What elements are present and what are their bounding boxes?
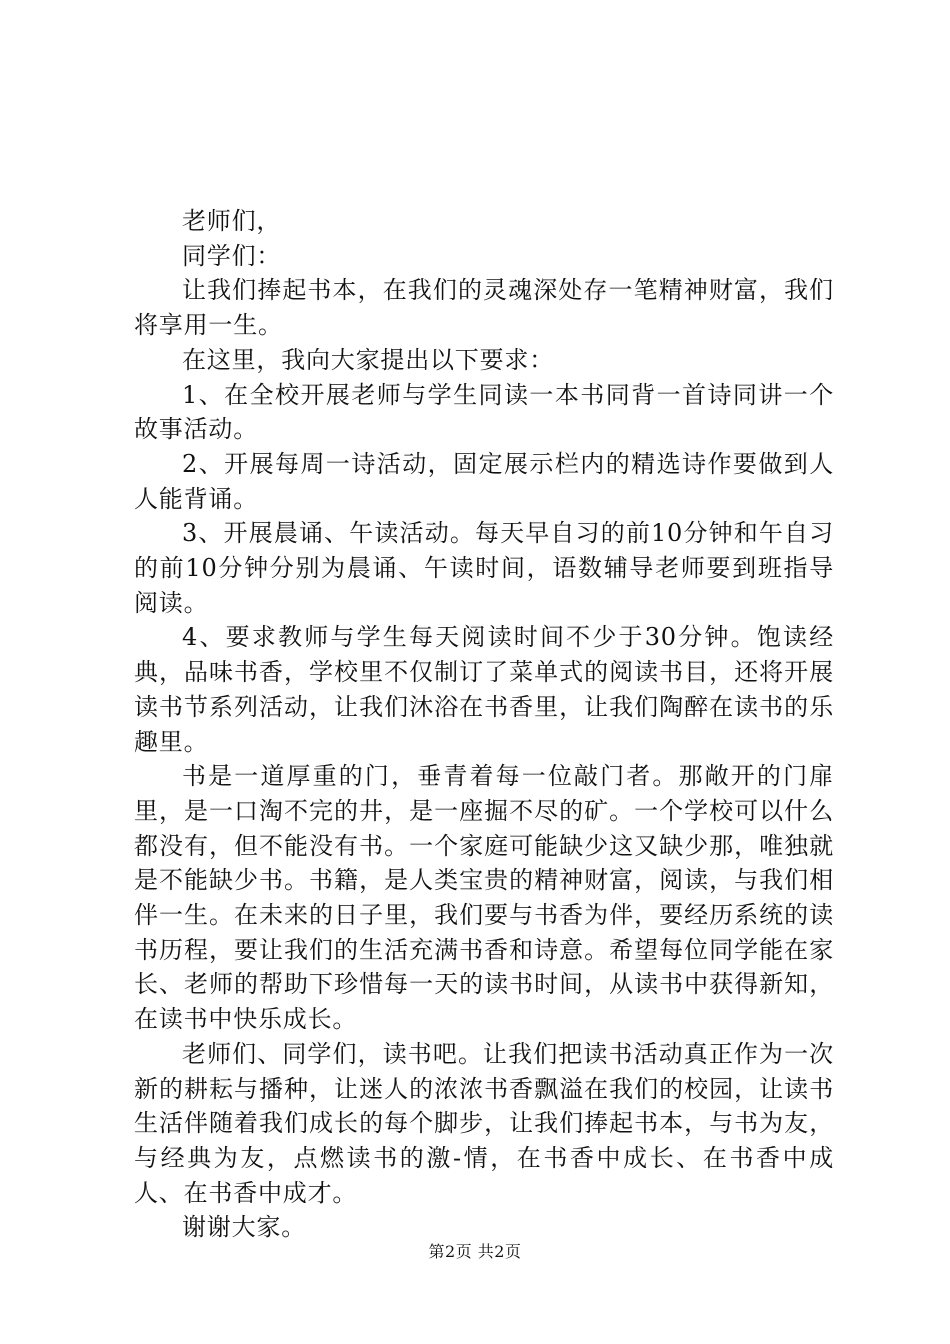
requirement-item-3: 3、开展晨诵、午读活动。每天早自习的前10分钟和午自习的前10分钟分别为晨诵、午读时间，语数辅导老师要到班指导阅读。 bbox=[134, 519, 834, 617]
paragraph-requirements-lead: 在这里，我向大家提出以下要求： bbox=[182, 345, 554, 374]
paragraph-book-door: 书是一道厚重的门，垂青着每一位敲门者。那敞开的门扉里，是一口淘不完的井，是一座掘不尽的矿。一个学校可以什么都没有，但不能没有书。一个家庭可能缺少这又缺少那，唯独就是不能缺少书。书籍，是人类宝贵的精神财富，阅读，与我们相伴一生。在未来的日子里，我们要与书香为伴，要经历系统的读书历程，要让我们的生活充满书香和诗意。希望每位同学能在家长、老师的帮助下珍惜每一天的读书时间，从读书中获得新知，在读书中快乐成长。 bbox=[134, 762, 834, 1034]
closing-thanks: 谢谢大家。 bbox=[182, 1213, 306, 1242]
salutation-teachers: 老师们， bbox=[182, 207, 282, 235]
paragraph-intro: 让我们捧起书本，在我们的灵魂深处存一笔精神财富，我们将享用一生。 bbox=[134, 276, 834, 340]
requirement-item-1: 1、在全校开展老师与学生同读一本书同背一首诗同讲一个故事活动。 bbox=[134, 380, 834, 444]
page-footer bbox=[0, 1242, 950, 1262]
paragraph-call-to-read: 老师们、同学们，读书吧。让我们把读书活动真正作为一次新的耕耘与播种，让迷人的浓浓书香飘溢在我们的校园，让读书生活伴随着我们成长的每个脚步，让我们捧起书本，与书为友，与经典为友，点燃读书的激-情，在书香中成长、在书香中成人、在书香中成才。 bbox=[134, 1039, 834, 1207]
requirement-item-4: 4、要求教师与学生每天阅读时间不少于30分钟。饱读经典，品味书香，学校里不仅制订了菜单式的阅读书目，还将开展读书节系列活动，让我们沐浴在书香里，让我们陶醉在读书的乐趣里。 bbox=[134, 623, 834, 756]
page-number-label: 第2页 共2页 bbox=[428, 1242, 522, 1261]
document-body bbox=[134, 204, 834, 1245]
requirement-item-2: 2、开展每周一诗活动，固定展示栏内的精选诗作要做到人人能背诵。 bbox=[134, 449, 834, 513]
salutation-students: 同学们： bbox=[182, 241, 282, 270]
